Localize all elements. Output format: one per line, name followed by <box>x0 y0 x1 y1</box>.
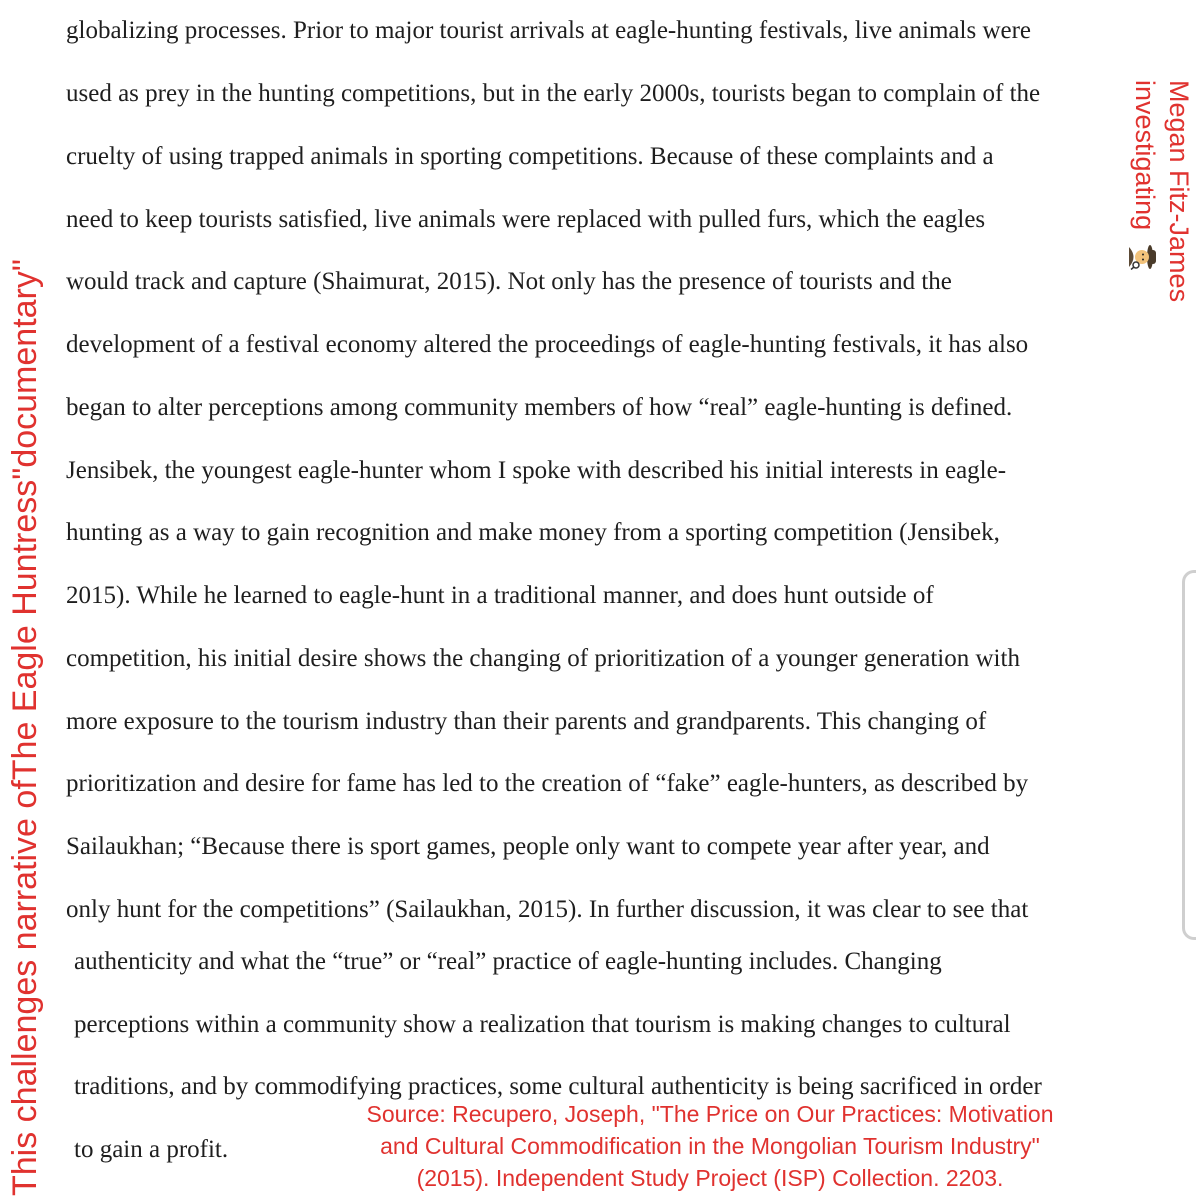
document-line: only hunt for the competitions” (Sailaukhan, 2015). In further discussion, it was clear to see that <box>66 896 1029 923</box>
source-citation <box>250 1098 1170 1194</box>
investigating-text: investigating <box>1130 80 1160 231</box>
detective-icon <box>1129 244 1157 270</box>
document-line: traditions, and by commodifying practices, some cultural authenticity is being sacrificed in order <box>74 1073 1042 1100</box>
source-line: (2015). Independent Study Project (ISP) Collection. 2203. <box>416 1165 1004 1191</box>
left-annotation-text: This challenges narrative ofThe Eagle Huntress"documentary" <box>6 259 44 1196</box>
document-line: development of a festival economy altered the proceedings of eagle-hunting festivals, it has also <box>66 331 1029 358</box>
scrollbar[interactable] <box>1182 570 1196 940</box>
document-line: cruelty of using trapped animals in sporting competitions. Because of these complaints and a <box>66 143 994 170</box>
source-line: and Cultural Commodification in the Mongolian Tourism Industry" <box>380 1133 1040 1159</box>
document-line: globalizing processes. Prior to major tourist arrivals at eagle-hunting festivals, live animals were <box>66 17 1032 44</box>
document-line: would track and capture (Shaimurat, 2015). Not only has the presence of tourists and the <box>66 268 952 295</box>
investigating-label <box>1128 80 1162 270</box>
document-line: to gain a profit. <box>74 1136 229 1163</box>
document-line: began to alter perceptions among community members of how “real” eagle-hunting is defined. <box>66 394 1013 421</box>
source-line: Source: Recupero, Joseph, "The Price on Our Practices: Motivation <box>366 1101 1054 1127</box>
document-line: competition, his initial desire shows the changing of prioritization of a younger generation with <box>66 645 1020 672</box>
document-line: prioritization and desire for fame has led to the creation of “fake” eagle-hunters, as described by <box>66 770 1029 797</box>
document-line: need to keep tourists satisfied, live animals were replaced with pulled furs, which the eagles <box>66 206 986 233</box>
author-name: Megan Fitz-James <box>1164 80 1194 303</box>
document-line: Sailaukhan; “Because there is sport games, people only want to compete year after year, and <box>66 833 990 860</box>
document-line: more exposure to the tourism industry than their parents and grandparents. This changing of <box>66 708 987 735</box>
right-annotation <box>1120 80 1198 380</box>
document-line: perceptions within a community show a realization that tourism is making changes to cultural <box>74 1011 1011 1038</box>
document-line: Jensibek, the youngest eagle-hunter whom I spoke with described his initial interests in eagle- <box>66 457 1007 484</box>
document-line: 2015). While he learned to eagle-hunt in a traditional manner, and does hunt outside of <box>66 582 934 609</box>
document-line: authenticity and what the “true” or “real” practice of eagle-hunting includes. Changing <box>74 948 942 975</box>
document-line: used as prey in the hunting competitions, but in the early 2000s, tourists began to complain of the <box>66 80 1041 107</box>
left-annotation <box>4 0 48 1200</box>
document-line: hunting as a way to gain recognition and make money from a sporting competition (Jensibek, <box>66 519 1000 546</box>
